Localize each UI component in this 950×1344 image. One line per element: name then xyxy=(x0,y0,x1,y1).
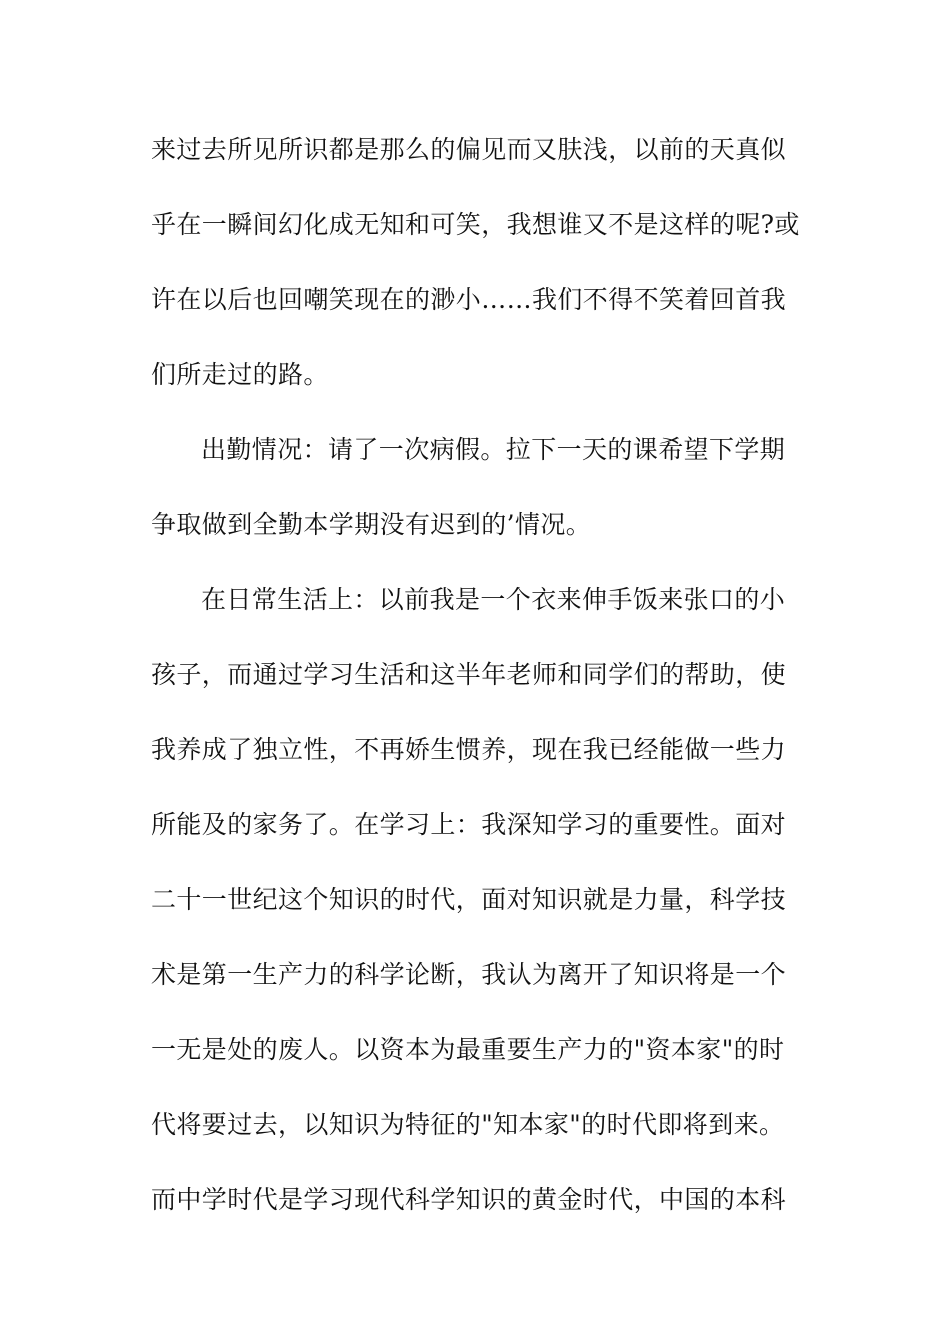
paragraph-start-line: 出勤情况：请了一次病假。拉下一天的课希望下学期 xyxy=(201,435,786,464)
text-line: 术是第一生产力的科学论断，我认为离开了知识将是一个 xyxy=(151,960,787,989)
text-line: 一无是处的废人。以资本为最重要生产力的"资本家"的时 xyxy=(151,1035,785,1064)
text-line: 而中学时代是学习现代科学知识的黄金时代，中国的本科 xyxy=(151,1185,787,1214)
text-line: 二十一世纪这个知识的时代，面对知识就是力量，科学技 xyxy=(151,885,787,914)
text-line: 争取做到全勤本学期没有迟到的’情况。 xyxy=(151,510,592,539)
text-line: 来过去所见所识都是那么的偏见而又肤浅，以前的天真似 xyxy=(151,135,787,164)
text-line: 所能及的家务了。在学习上：我深知学习的重要性。面对 xyxy=(151,810,787,839)
text-line: 许在以后也回嘲笑现在的渺小……我们不得不笑着回首我 xyxy=(151,285,787,314)
paragraph-start-line: 在日常生活上：以前我是一个衣来伸手饭来张口的小 xyxy=(201,585,786,614)
text-line: 代将要过去，以知识为特征的"知本家"的时代即将到来。 xyxy=(151,1110,785,1139)
text-line: 孩子，而通过学习生活和这半年老师和同学们的帮助，使 xyxy=(151,660,787,689)
text-line: 乎在一瞬间幻化成无知和可笑，我想谁又不是这样的呢?或 xyxy=(151,210,800,239)
text-line: 我养成了独立性，不再娇生惯养，现在我已经能做一些力 xyxy=(151,735,787,764)
text-line: 们所走过的路。 xyxy=(151,360,329,389)
